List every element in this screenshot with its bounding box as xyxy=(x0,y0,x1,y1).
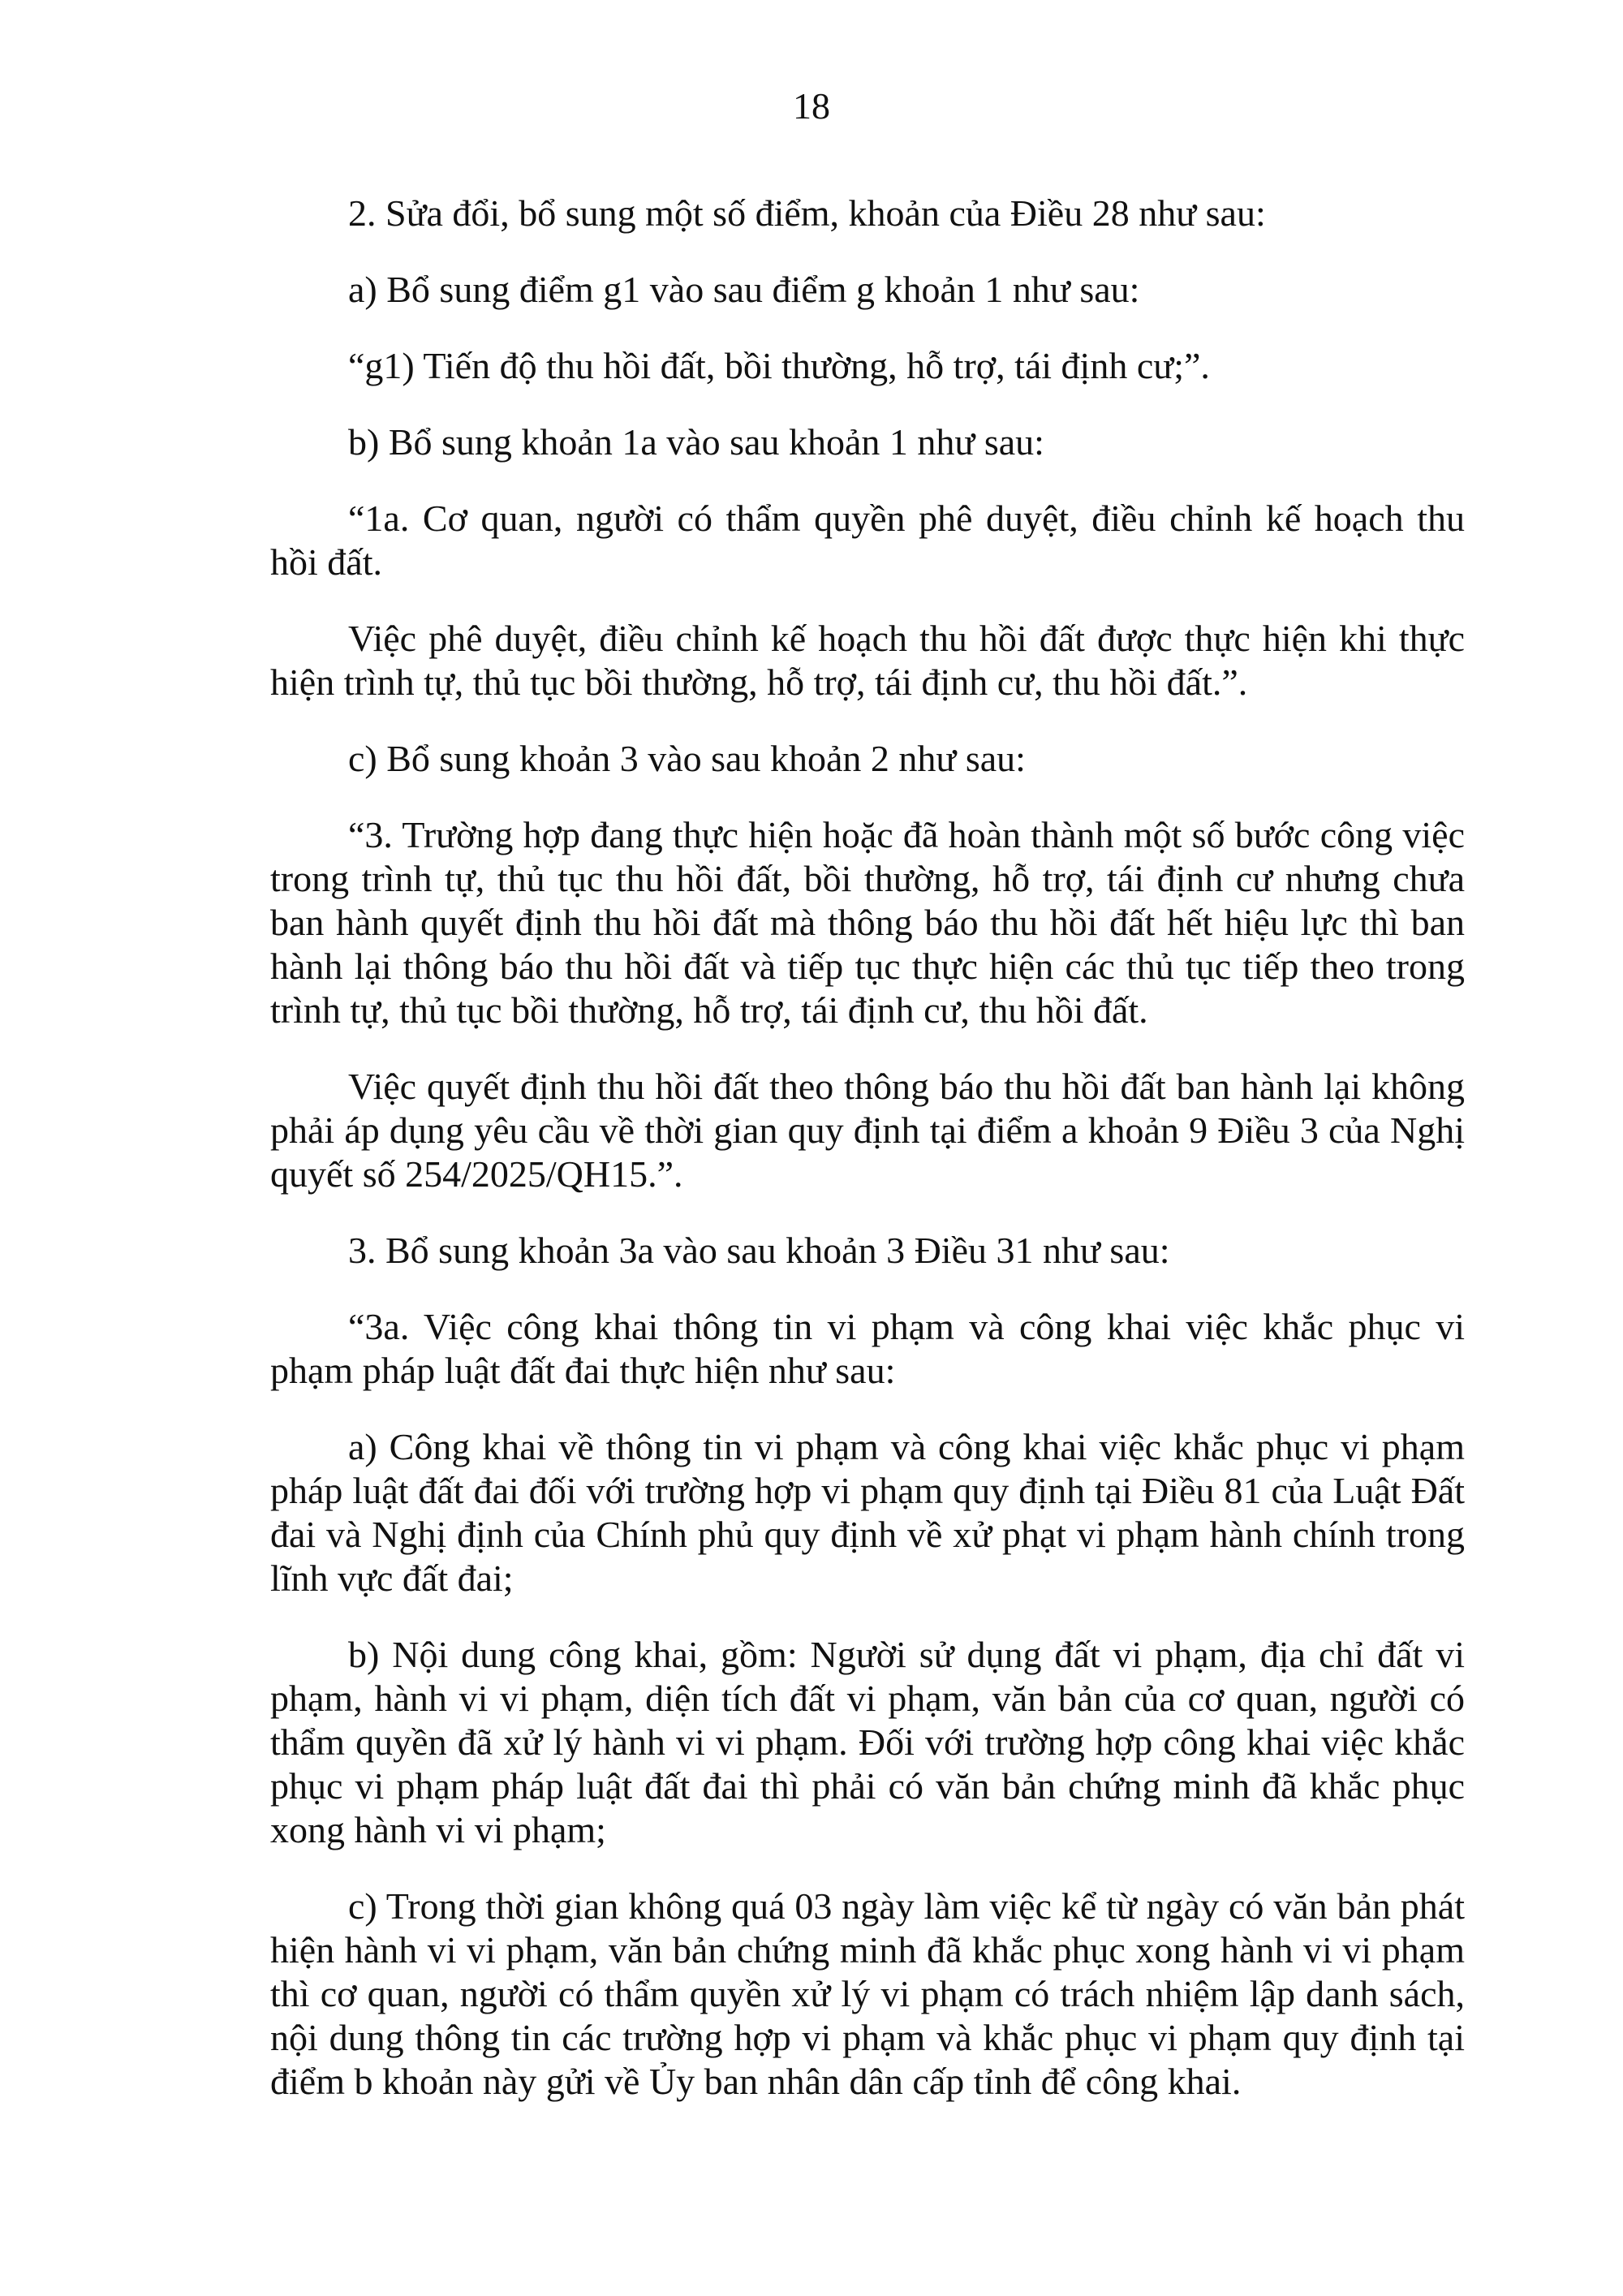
paragraph: Việc quyết định thu hồi đất theo thông báo thu hồi đất ban hành lại không phải áp dụng yêu cầu về thời gian quy định tại điểm a khoản 9 Điều 3 của Nghị quyết số 254/2025/QH15.”. xyxy=(270,1066,1465,1195)
paragraph: c) Trong thời gian không quá 03 ngày làm việc kể từ ngày có văn bản phát hiện hành vi vi phạm, văn bản chứng minh đã khắc phục xong hành vi vi phạm thì cơ quan, người có thẩm quyền xử lý vi phạm có trách nhiệm lập danh sách, nội dung thông tin các trường hợp vi phạm và khắc phục vi phạm quy định tại điểm b khoản này gửi về Ủy ban nhân dân cấp tỉnh để công khai. xyxy=(270,1885,1465,2102)
paragraph: “1a. Cơ quan, người có thẩm quyền phê duyệt, điều chỉnh kế hoạch thu hồi đất. xyxy=(270,498,1465,583)
paragraph: 2. Sửa đổi, bổ sung một số điểm, khoản của Điều 28 như sau: xyxy=(348,192,1266,234)
paragraph: 3. Bổ sung khoản 3a vào sau khoản 3 Điều 31 như sau: xyxy=(348,1230,1170,1271)
page-number: 18 xyxy=(793,85,830,127)
paragraph: “3. Trường hợp đang thực hiện hoặc đã hoàn thành một số bước công việc trong trình tự, thủ tục thu hồi đất, bồi thường, hỗ trợ, tái định cư nhưng chưa ban hành quyết định thu hồi đất mà thông báo thu hồi đất hết hiệu lực thì ban hành lại thông báo thu hồi đất và tiếp tục thực hiện các thủ tục tiếp theo trong trình tự, thủ tục bồi thường, hỗ trợ, tái định cư, thu hồi đất. xyxy=(270,814,1465,1031)
paragraph: c) Bổ sung khoản 3 vào sau khoản 2 như sau: xyxy=(348,738,1026,779)
paragraph: Việc phê duyệt, điều chỉnh kế hoạch thu hồi đất được thực hiện khi thực hiện trình tự, thủ tục bồi thường, hỗ trợ, tái định cư, thu hồi đất.”. xyxy=(270,618,1465,703)
paragraph: a) Bổ sung điểm g1 vào sau điểm g khoản 1 như sau: xyxy=(348,269,1140,310)
paragraph: a) Công khai về thông tin vi phạm và công khai việc khắc phục vi phạm pháp luật đất đai đối với trường hợp vi phạm quy định tại Điều 81 của Luật Đất đai và Nghị định của Chính phủ quy định về xử phạt vi phạm hành chính trong lĩnh vực đất đai; xyxy=(270,1426,1465,1599)
paragraph: “g1) Tiến độ thu hồi đất, bồi thường, hỗ trợ, tái định cư;”. xyxy=(348,345,1210,386)
paragraph: b) Bổ sung khoản 1a vào sau khoản 1 như sau: xyxy=(348,421,1044,463)
document-body xyxy=(270,192,1465,2136)
paragraph: “3a. Việc công khai thông tin vi phạm và công khai việc khắc phục vi phạm pháp luật đất đai thực hiện như sau: xyxy=(270,1306,1465,1391)
paragraph: b) Nội dung công khai, gồm: Người sử dụng đất vi phạm, địa chỉ đất vi phạm, hành vi vi phạm, diện tích đất vi phạm, văn bản của cơ quan, người có thẩm quyền đã xử lý hành vi vi phạm. Đối với trường hợp công khai việc khắc phục vi phạm pháp luật đất đai thì phải có văn bản chứng minh đã khắc phục xong hành vi vi phạm; xyxy=(270,1634,1465,1850)
